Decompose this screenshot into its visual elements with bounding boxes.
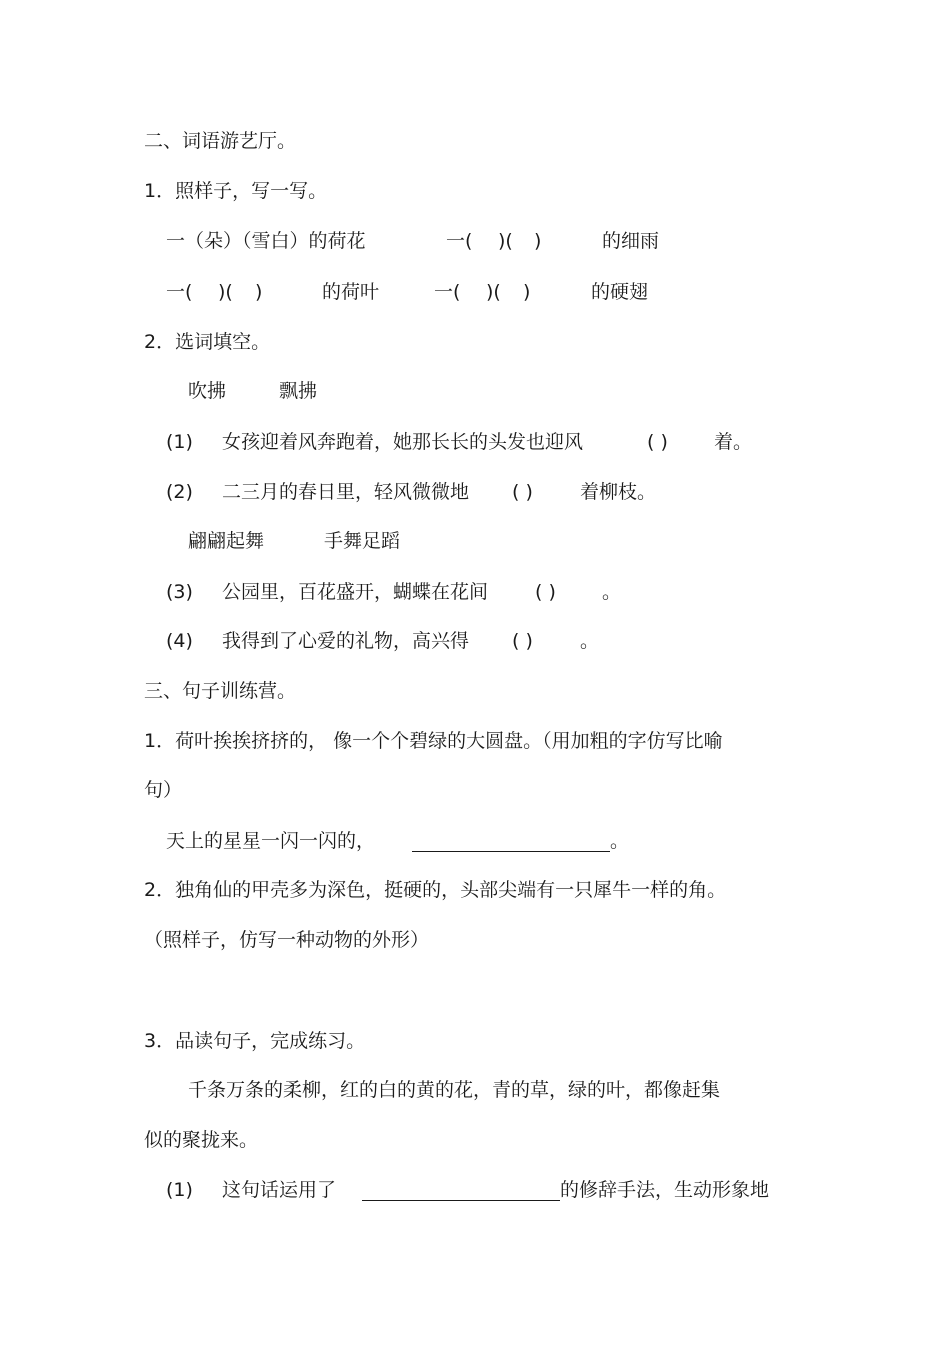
q2-item4-num: (4) (166, 630, 193, 652)
q1-row2-word2: 的硬翅 (591, 281, 649, 303)
q2-word-3: 翩翩起舞 (188, 530, 265, 552)
q2-item1-tail: 着。 (714, 431, 753, 453)
q1-row2-word1: 的荷叶 (322, 281, 380, 303)
s3-q2-line1: 2．独角仙的甲壳多为深色，挺硬的，头部尖端有一只犀牛一样的角。 (144, 879, 727, 901)
s3-q1-answer-prefix: 天上的星星一闪一闪的， (166, 830, 376, 852)
q1-row2-blank1-suffix: ) (255, 281, 263, 303)
s3-q2-line2: （照样子，仿写一种动物的外形） (144, 929, 430, 951)
q1-row1-blank-suffix: ) (534, 230, 542, 252)
s3-q3-sub1-blank[interactable] (362, 1180, 560, 1201)
q2-word-1: 吹拂 (188, 380, 227, 402)
q1-row1-blank-prefix: 一( (446, 230, 473, 252)
q2-item3-text: 公园里，百花盛开，蝴蝶在花间 (222, 581, 489, 603)
s3-q3-sub1-num: (1) (166, 1179, 193, 1201)
section3-heading: 三、句子训练营。 (144, 680, 297, 702)
s3-q1-line1: 1．荷叶挨挨挤挤的， 像一个个碧绿的大圆盘。（用加粗的字仿写比喻 (144, 730, 723, 752)
q1-example: 一（朵）（雪白）的荷花 (166, 230, 366, 252)
s3-q3-title: 3．品读句子，完成练习。 (144, 1030, 366, 1052)
q1-row1-word: 的细雨 (602, 230, 660, 252)
q1-row1-blank-mid: )( (498, 230, 513, 252)
q2-item2-paren[interactable]: ( ) (512, 481, 533, 503)
q2-word-4: 手舞足蹈 (324, 530, 401, 552)
s3-q1-answer-blank[interactable] (412, 831, 610, 852)
s3-q3-passage-2: 似的聚拢来。 (144, 1129, 259, 1151)
q2-item2-num: (2) (166, 481, 193, 503)
q1-title: 1．照样子，写一写。 (144, 180, 328, 202)
s3-q3-sub1-prefix: 这句话运用了 (222, 1179, 337, 1201)
q1-row2-blank2-mid: )( (486, 281, 501, 303)
q2-item2-text: 二三月的春日里，轻风微微地 (222, 481, 470, 503)
s3-q1-answer-end: 。 (610, 830, 630, 852)
q1-row2-blank1-mid: )( (218, 281, 233, 303)
q2-item1-paren[interactable]: ( ) (647, 431, 668, 453)
q2-item3-num: (3) (166, 581, 193, 603)
q2-item4-tail: 。 (580, 630, 600, 652)
q2-item4-text: 我得到了心爱的礼物，高兴得 (222, 630, 470, 652)
s3-q3-sub1-suffix: 的修辞手法，生动形象地 (560, 1179, 770, 1201)
s3-q1-line2: 句） (144, 779, 183, 801)
q2-word-2: 飘拂 (279, 380, 318, 402)
q2-item3-paren[interactable]: ( ) (535, 581, 556, 603)
q2-item4-paren[interactable]: ( ) (512, 630, 533, 652)
section2-heading: 二、词语游艺厅。 (144, 130, 297, 152)
q1-row2-blank2-suffix: ) (523, 281, 531, 303)
q2-item3-tail: 。 (602, 581, 622, 603)
q2-title: 2．选词填空。 (144, 331, 271, 353)
q1-row2-blank1-prefix: 一( (166, 281, 193, 303)
q1-row2-blank2-prefix: 一( (434, 281, 461, 303)
q2-item1-num: (1) (166, 431, 193, 453)
q2-item2-tail: 着柳枝。 (580, 481, 657, 503)
q2-item1-text: 女孩迎着风奔跑着，她那长长的头发也迎风 (222, 431, 584, 453)
s3-q3-passage-1: 千条万条的柔柳，红的白的黄的花，青的草，绿的叶，都像赶集 (188, 1079, 721, 1101)
